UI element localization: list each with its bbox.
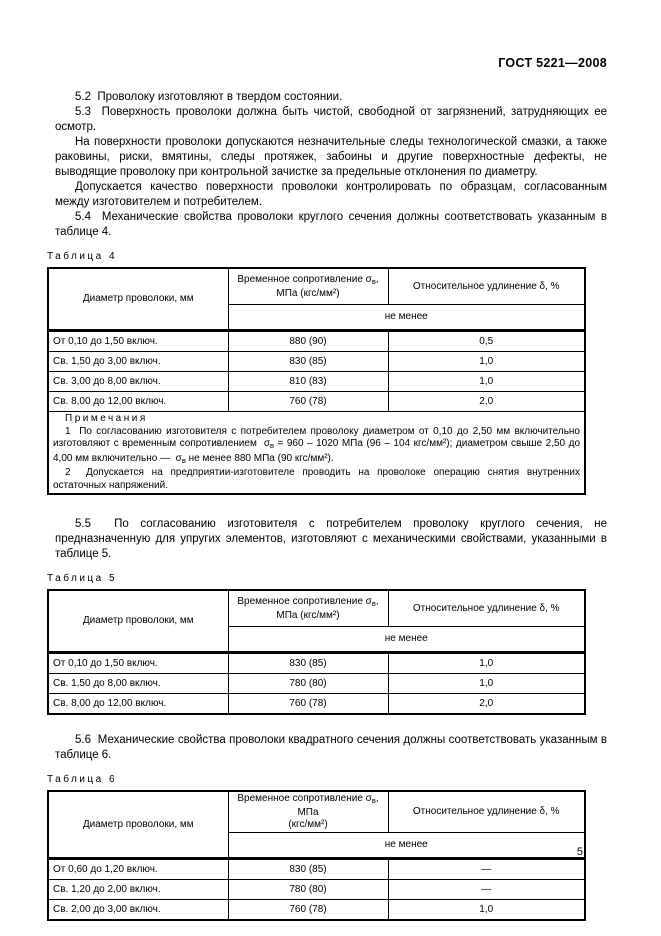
table-4-block <box>47 250 584 495</box>
table-row <box>48 900 585 921</box>
sigma-subscript: в <box>371 276 376 286</box>
table-6-col-elongation: Относительное удлинение δ, % <box>388 791 585 833</box>
page-number: 5 <box>576 846 583 858</box>
table-row <box>48 372 585 392</box>
table-row <box>48 880 585 900</box>
table-4-notes-row <box>48 412 585 495</box>
elongation-cell: — <box>388 880 585 900</box>
table-row <box>48 392 585 412</box>
table-4-notes <box>48 412 585 495</box>
table-6 <box>47 790 586 921</box>
table-row <box>48 674 585 694</box>
diameter-cell: Св. 8,00 до 12,00 включ. <box>48 392 228 412</box>
paragraph-5-3-surface: На поверхности проволоки допускаются незначительные следы технологической смазки, а также раковины, риски, вмятины, следы протяжек, забоины и другие поверхностные дефекты, не выводящие проволоку при контрольной зачистке за предельные отклонения по диаметру. <box>55 136 607 178</box>
note-2: 2 Допускается на предприятии-изготовителе проводить на проволоке операцию снятия внутренних остаточных напряжений. <box>53 467 580 491</box>
diameter-cell: От 0,10 до 1,50 включ. <box>48 331 228 352</box>
strength-cell: 760 (78) <box>228 392 388 412</box>
table-4 <box>47 267 586 495</box>
table-6-header-row <box>48 791 585 833</box>
diameter-cell: Св. 3,00 до 8,00 включ. <box>48 372 228 392</box>
sigma-subscript: в <box>270 441 274 450</box>
elongation-cell: 1,0 <box>388 372 585 392</box>
elongation-cell: 2,0 <box>388 694 585 715</box>
table-5-col-diameter: Диаметр проволоки, мм <box>48 590 228 653</box>
strength-cell: 780 (80) <box>228 674 388 694</box>
table-4-header-row <box>48 268 585 305</box>
strength-cell: 830 (85) <box>228 653 388 674</box>
diameter-cell: От 0,60 до 1,20 включ. <box>48 859 228 880</box>
strength-cell: 880 (90) <box>228 331 388 352</box>
strength-cell: 760 (78) <box>228 900 388 921</box>
notes-title: Примечания <box>65 413 148 424</box>
elongation-cell: 0,5 <box>388 331 585 352</box>
paragraph-5-3-samples: Допускается качество поверхности проволоки контролировать по образцам, согласованным между изготовителем и потребителем. <box>55 181 607 208</box>
strength-cell: 830 (85) <box>228 352 388 372</box>
paragraph-5-2: 5.2 Проволоку изготовляют в твердом состоянии. <box>75 91 343 103</box>
table-row <box>48 694 585 715</box>
diameter-cell: От 0,10 до 1,50 включ. <box>48 653 228 674</box>
table-5-header-row <box>48 590 585 627</box>
table-6-min-label: не менее <box>228 833 585 859</box>
table-5-block <box>47 572 584 715</box>
sigma-subscript: в <box>371 796 376 805</box>
table-5-min-label: не менее <box>228 627 585 653</box>
table-5 <box>47 589 586 715</box>
table-row <box>48 653 585 674</box>
elongation-cell: 1,0 <box>388 653 585 674</box>
paragraph-5-3: 5.3 Поверхность проволоки должна быть чистой, свободной от загрязнений, затрудняющих ее осмотр. <box>55 106 607 133</box>
elongation-cell: 1,0 <box>388 352 585 372</box>
table-row <box>48 331 585 352</box>
doc-number-header: ГОСТ 5221—2008 <box>498 56 607 70</box>
strength-cell: 760 (78) <box>228 694 388 715</box>
paragraph-5-4: 5.4 Механические свойства проволоки круглого сечения должны соответствовать указанным в таблице 4. <box>55 211 607 238</box>
table-5-label: Таблица 5 <box>47 573 118 584</box>
strength-cell: 830 (85) <box>228 859 388 880</box>
table-4-label: Таблица 4 <box>47 251 118 262</box>
sigma-subscript: в <box>181 455 186 465</box>
diameter-cell: Св. 1,20 до 2,00 включ. <box>48 880 228 900</box>
diameter-cell: Св. 1,50 до 8,00 включ. <box>48 674 228 694</box>
note-1: 1 По согласованию изготовителя с потребителем проволоку диаметром от 0,10 до 2,50 мм включительно изготовляют с временным сопротивлением $\sigma_в = 960 - 1020$ МПа (96 – 104 кгс/мм²); диаметром свыше 2,50 до 4,00 мм включительно — $\sigma_в$ не менее 880 МПа (90 кгс/мм²). <box>53 425 581 465</box>
strength-cell: 780 (80) <box>228 880 388 900</box>
diameter-cell: Св. 1,50 до 3,00 включ. <box>48 352 228 372</box>
diameter-cell: Св. 2,00 до 3,00 включ. <box>48 900 228 921</box>
paragraph-5-6: 5.6 Механические свойства проволоки квадратного сечения должны соответствовать указанным в таблице 6. <box>55 734 607 761</box>
elongation-cell: 2,0 <box>388 392 585 412</box>
table-6-label: Таблица 6 <box>47 774 118 785</box>
table-4-col-elongation: Относительное удлинение δ, % <box>388 268 585 305</box>
table-6-block <box>47 773 584 921</box>
elongation-cell: 1,0 <box>388 900 585 921</box>
paragraph-5-5: 5.5 По согласованию изготовителя с потребителем проволоку круглого сечения, не предназначенную для упругих элементов, изготовляют с механическими свойствами, указанными в таблице 5. <box>55 518 607 560</box>
elongation-cell: — <box>388 859 585 880</box>
table-row <box>48 859 585 880</box>
table-4-col-strength: Временное сопротивление $\sigma_в$, МПа (кгс/мм²) <box>228 268 388 305</box>
elongation-cell: 1,0 <box>388 674 585 694</box>
sigma-subscript: в <box>371 598 376 608</box>
table-6-col-strength: Временное сопротивление $\sigma_в$, МПа (кгс/мм²) <box>228 791 388 833</box>
table-5-col-elongation: Относительное удлинение δ, % <box>388 590 585 627</box>
strength-cell: 810 (83) <box>228 372 388 392</box>
diameter-cell: Св. 8,00 до 12,00 включ. <box>48 694 228 715</box>
table-6-col-diameter: Диаметр проволоки, мм <box>48 791 228 859</box>
table-4-col-diameter: Диаметр проволоки, мм <box>48 268 228 331</box>
table-5-col-strength: Временное сопротивление $\sigma_в$, МПа (кгс/мм²) <box>228 590 388 627</box>
table-row <box>48 352 585 372</box>
table-4-min-label: не менее <box>228 305 585 331</box>
